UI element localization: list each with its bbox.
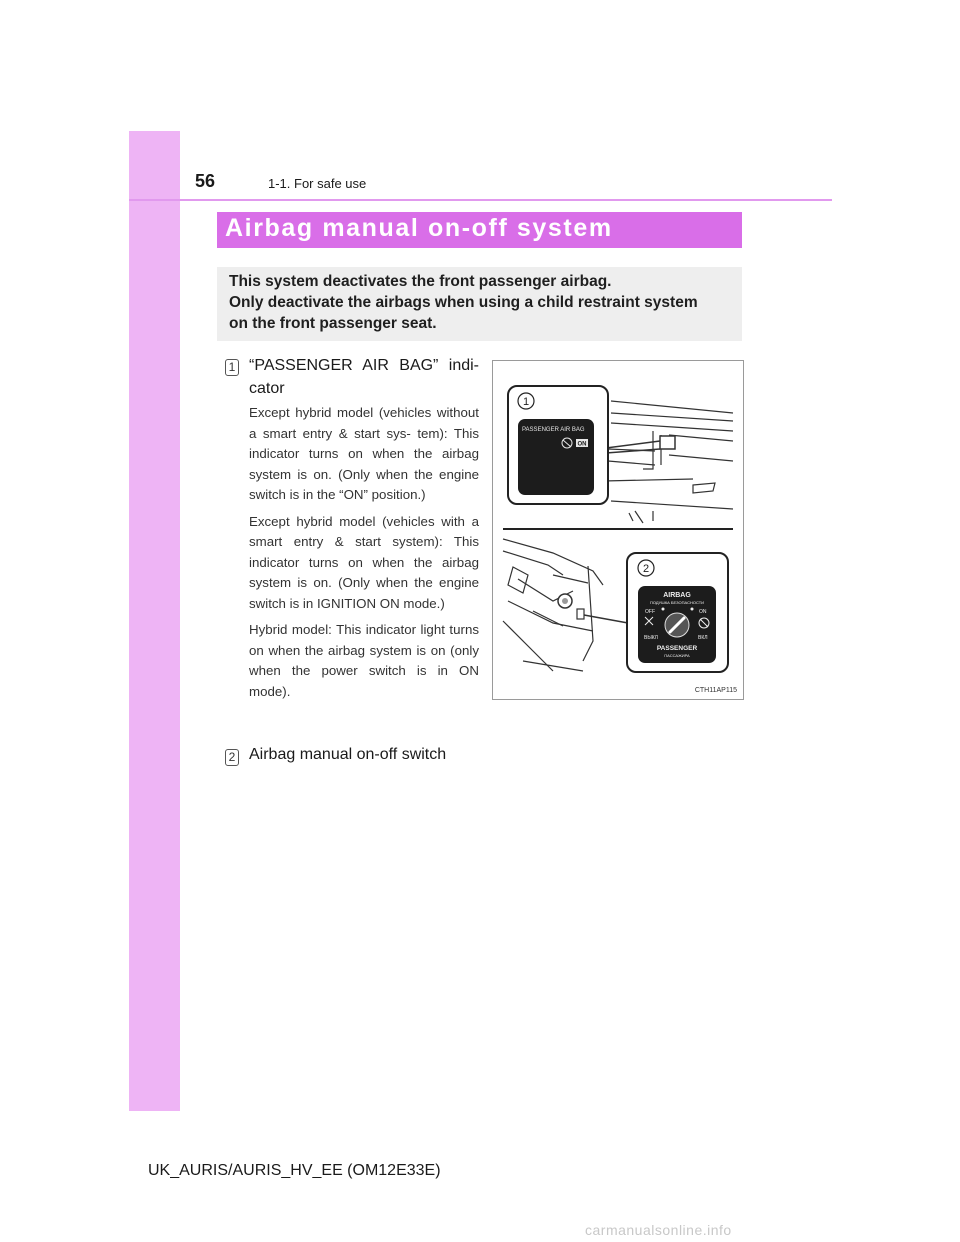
figure-code: CTH11AP115 <box>694 687 737 694</box>
intro-line-3: on the front passenger seat. <box>229 315 437 332</box>
intro-box <box>217 267 742 341</box>
side-tab <box>129 131 180 1111</box>
item-1-paragraph-1: Except hybrid model (vehicles without a smart entry & start sys- tem): This indicator turns on when the airbag system is on. (Only when the engine switch is in the “ON” position.) <box>249 405 479 502</box>
switch-off-ru: ВЫКЛ <box>644 635 658 641</box>
footer-text: UK_AURIS/AURIS_HV_EE (OM12E33E) <box>148 1162 441 1179</box>
item-2-number: 2 <box>225 749 239 766</box>
section-title: 1-1. For safe use <box>268 176 367 191</box>
switch-on-ru: ВКЛ <box>698 635 708 641</box>
intro-line-1: This system deactivates the front passenger airbag. <box>229 273 612 290</box>
callout-2: 2 <box>642 563 650 575</box>
switch-title-ru: ПОДУШКА БЕЗОПАСНОСТИ <box>649 600 705 605</box>
switch-off: OFF <box>645 609 655 615</box>
watermark: carmanualsonline.info <box>585 1222 732 1238</box>
figure-illustration <box>492 360 744 700</box>
header-rule <box>129 199 832 201</box>
item-1-paragraph-2: Except hybrid model (vehicles with a smart entry & start system): This indicator turns on when the airbag system is on. (Only when the engine switch is in IGNITION ON mode.) <box>249 513 479 611</box>
callout-1: 1 <box>522 396 530 408</box>
item-1-paragraph-3: Hybrid model: This indicator light turns on when the airbag system is on (only when the power switch is in ON mode). <box>249 622 479 699</box>
switch-title: AIRBAG <box>663 592 691 599</box>
indicator-label: PASSENGER AIR BAG <box>522 427 585 433</box>
indicator-on: ON <box>577 441 587 448</box>
page-title: Airbag manual on-off system <box>225 214 613 242</box>
switch-on: ON <box>699 609 707 615</box>
item-1-number: 1 <box>225 359 239 376</box>
dashboard-illustration <box>493 361 743 699</box>
switch-passenger-ru: ПАССАЖИРА <box>664 653 690 658</box>
title-bar <box>217 212 742 248</box>
item-2-title: Airbag manual on-off switch <box>249 746 447 763</box>
item-1-title-line-2: cator <box>249 380 285 397</box>
page-number: 56 <box>195 171 216 191</box>
item-1-title-line-1: “PASSENGER AIR BAG” indi- <box>249 357 479 374</box>
item-1-description <box>249 403 479 708</box>
intro-line-2: Only deactivate the airbags when using a child restraint system <box>229 294 698 311</box>
switch-passenger: PASSENGER <box>656 645 698 652</box>
